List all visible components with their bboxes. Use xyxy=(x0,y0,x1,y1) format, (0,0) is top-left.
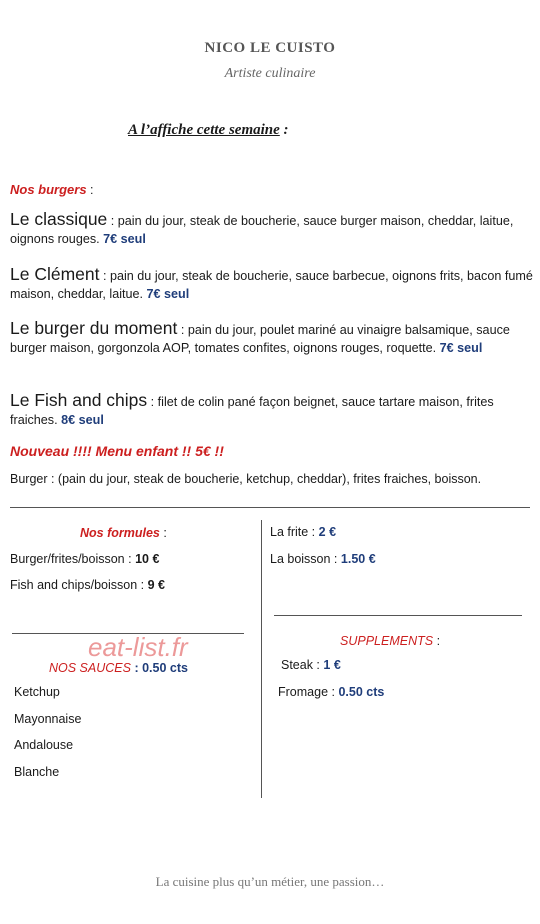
burger-item xyxy=(10,319,538,357)
burger-name: Le Fish and chips xyxy=(10,390,148,410)
kids-menu-title: Nouveau !!!! Menu enfant !! 5€ !! xyxy=(10,443,224,459)
formula-label: Fish and chips/boisson : xyxy=(10,578,148,592)
burger-price: 8€ seul xyxy=(61,413,104,427)
supplement-price: 0.50 cts xyxy=(338,685,385,699)
formulas-heading xyxy=(80,524,167,542)
supplements-heading xyxy=(340,632,440,650)
burger-desc: : pain du jour, steak de boucherie, sauce burger maison, cheddar, laitue, oignons rouges. xyxy=(10,214,514,246)
supplements-title: SUPPLEMENTS xyxy=(340,634,434,648)
burgers-heading xyxy=(10,181,94,199)
supplement-item xyxy=(281,658,341,672)
burger-desc: : pain du jour, steak de boucherie, sauce barbecue, oignons frits, bacon fumé maison, cheddar, laitue. xyxy=(10,269,533,301)
supplement-label: Steak : xyxy=(281,658,324,672)
burgers-title-suffix: : xyxy=(86,183,94,197)
restaurant-tagline: Artiste culinaire xyxy=(224,66,316,81)
formula-label: Burger/frites/boisson : xyxy=(10,552,136,566)
burger-desc: : pain du jour, poulet mariné au vinaigre balsamique, sauce burger maison, gorgonzola AOP, tomates confites, oignons rouges, roquette. xyxy=(10,323,510,355)
sauces-heading xyxy=(49,659,188,677)
burger-name: Le classique xyxy=(10,209,108,229)
restaurant-name: NICO LE CUISTO xyxy=(204,40,336,56)
column-divider xyxy=(261,520,262,798)
burger-price: 7€ seul xyxy=(103,232,146,246)
formula-price: 9 € xyxy=(147,578,165,592)
sauce-item: Ketchup xyxy=(14,685,60,699)
footer-quote: La cuisine plus qu’un métier, une passion… xyxy=(155,874,385,889)
burger-desc: : filet de colin pané façon beignet, sauce tartare maison, frites fraiches. xyxy=(10,395,494,427)
supplements-title-suffix: : xyxy=(433,634,441,648)
formula-price: 10 € xyxy=(135,552,160,566)
extra-price: 1.50 € xyxy=(340,552,376,566)
formulas-title: Nos formules xyxy=(80,526,160,540)
weekly-heading xyxy=(128,122,289,139)
extra-label: La frite : xyxy=(270,525,319,539)
burger-name: Le burger du moment xyxy=(10,318,178,338)
extra-item xyxy=(270,552,376,566)
extra-price: 2 € xyxy=(318,525,337,539)
sauce-item: Mayonnaise xyxy=(14,712,82,726)
burger-name: Le Clément xyxy=(10,264,100,284)
burger-item xyxy=(10,210,538,248)
supplement-item xyxy=(278,685,384,699)
right-divider xyxy=(274,615,522,616)
extra-item xyxy=(270,525,336,539)
sauces-price: : 0.50 cts xyxy=(130,661,188,675)
burger-price: 7€ seul xyxy=(439,341,483,355)
sauces-title: NOS SAUCES xyxy=(49,661,131,675)
burgers-title: Nos burgers xyxy=(10,182,87,197)
section-divider xyxy=(10,507,530,508)
burger-price: 7€ seul xyxy=(146,287,190,301)
supplement-label: Fromage : xyxy=(278,685,339,699)
formula-item xyxy=(10,552,159,566)
formula-item xyxy=(10,578,165,592)
watermark-text: eat-list.fr xyxy=(88,632,188,662)
extra-label: La boisson : xyxy=(270,552,341,566)
supplement-price: 1 € xyxy=(323,658,341,672)
burger-item xyxy=(10,391,538,429)
formulas-title-suffix: : xyxy=(159,526,167,540)
sauce-item: Andalouse xyxy=(14,738,74,752)
weekly-heading-suffix: : xyxy=(283,122,289,138)
sauce-item: Blanche xyxy=(14,765,60,779)
weekly-heading-label: A l’affiche cette semaine xyxy=(128,122,280,138)
kids-menu-desc: Burger : (pain du jour, steak de boucherie, ketchup, cheddar), frites fraiches, boisson. xyxy=(10,472,482,486)
burger-item xyxy=(10,265,538,303)
